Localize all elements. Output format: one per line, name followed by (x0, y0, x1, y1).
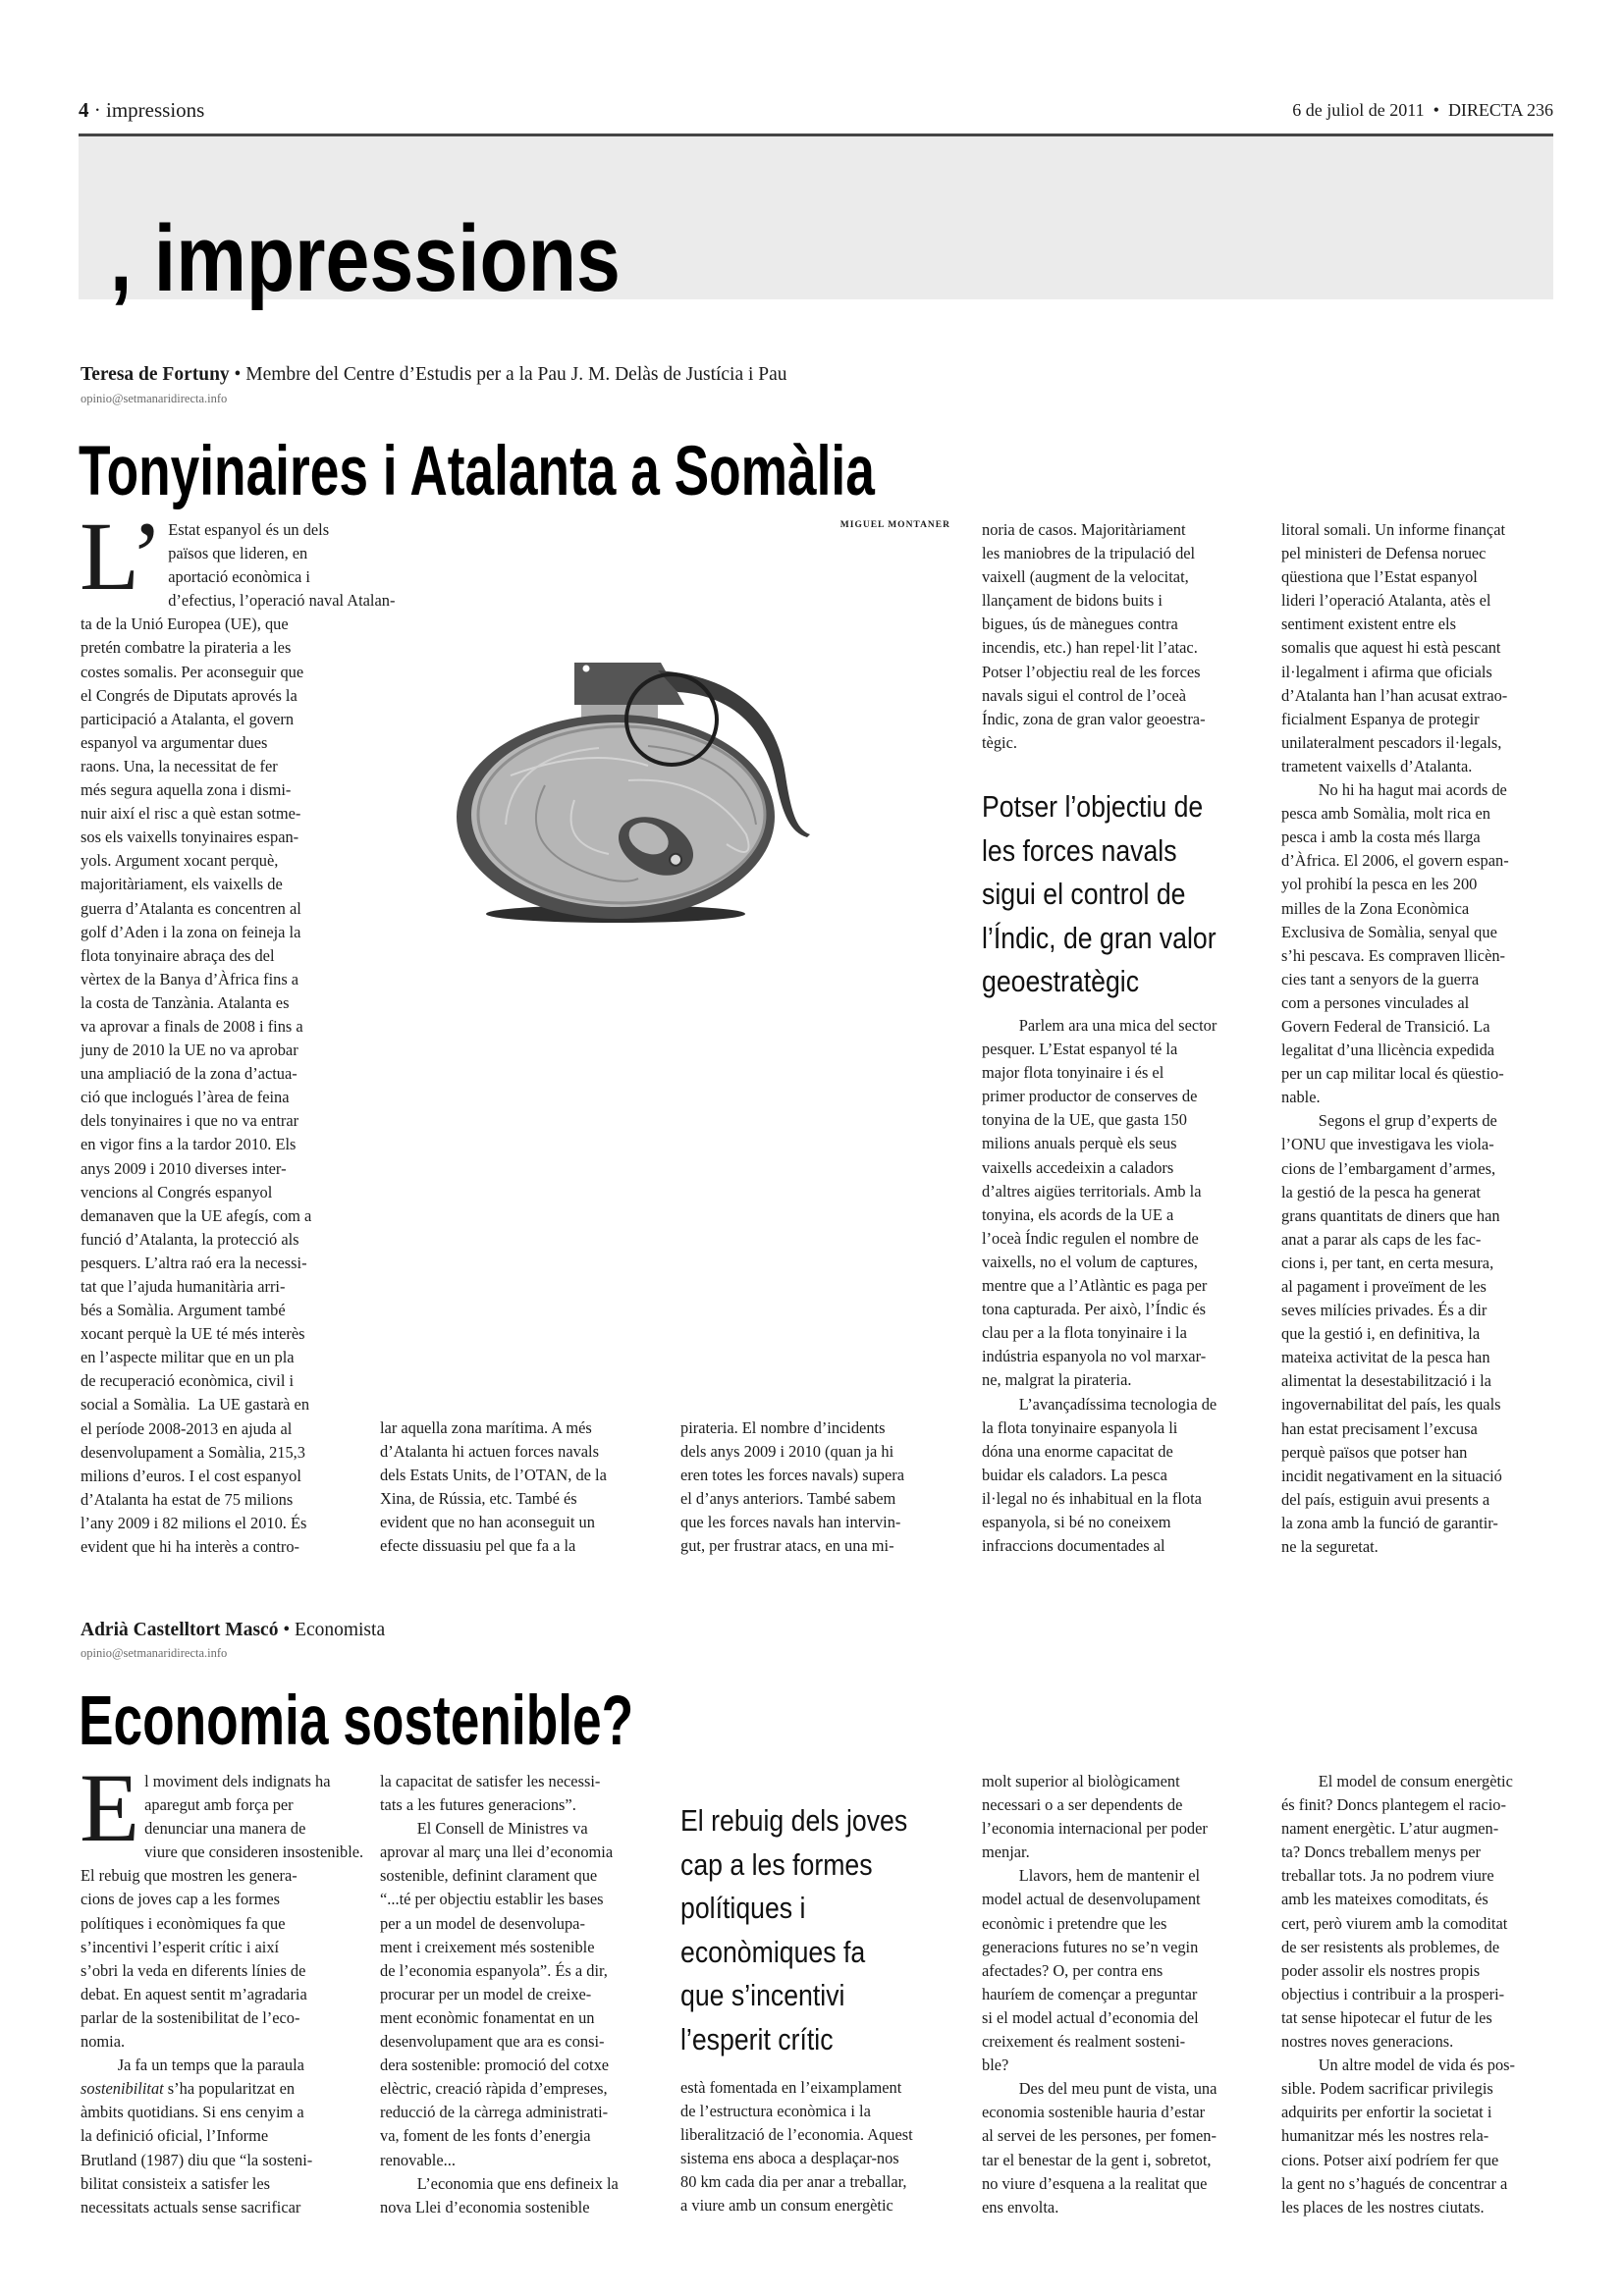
paragraph: Estat espanyol és un dels països que lideren, en aportació econòmica i d’efectius, l’operació naval Atalan- ta de la Unió Europea (UE), que pretén combatre la pirateria a les costes somalis. Per aconseguir que el Congrés de Diputats aprovés la participació a Atalanta, el govern espanyol va argumentar dues raons. Una, la necessitat de fer més segura aquella zona i dismi- nuir així el risc a què estan sotme- sos els vaixells tonyinaires espan- yols. Argument xocant perquè, majoritàriament, els vaixells de guerra d’Atalanta es concentren al golf d’Aden i la zona on feineja la flota tonyinaire abraça des del vèrtex de la Banya d’Àfrica fins a la costa de Tanzània. Atalanta es va aprovar a finals de 2008 i fins a juny de 2010 la UE no va aprobar una ampliació de la zona d’actua- ció que inclogués l’àrea de feina dels tonyinaires i que no va entrar en vigor fins a la tardor 2010. Els anys 2009 i 2010 diverses inter- vencions al Congrés espanyol demanaven que la UE afegís, com a funció d’Atalanta, la protecció als pesquers. L’altra raó era la necessi- tat que l’ajuda humanitària arri- bés a Somàlia. Argument també xocant perquè la UE té més interès en l’aspecte militar que en un pla de recuperació econòmica, civil i social a Somàlia. La UE gastarà en el període 2008-2013 en ajuda al desenvolupament a Somàlia, 215,3 milions d’euros. I el cost espanyol d’Atalanta ha estat de 75 milions l’any 2009 i 82 milions el 2010. És evident que hi ha interès a contro- (81, 520, 396, 1557)
article1-pull-quote: Potser l’objectiu de les forces navals sigui el control de l’Índic, de gran valor geoestratègic (982, 789, 1217, 998)
page-number: 4 (79, 98, 89, 122)
paragraph: Des del meu punt de vista, una economia sostenible hauria d’estar al servei de les persones, per fomen- tar el benestar de la gent i, sobretot, no viure d’esquena a la realitat que ens envolta. (982, 2079, 1217, 2216)
article1-dropcap: L’ (80, 502, 164, 611)
illustration-credit: MIGUEL MONTANER (839, 520, 950, 530)
paragraph: No hi ha hagut mai acords de pesca amb Somàlia, molt rica en pesca i amb la costa més llarga d’Àfrica. El 2006, el govern espan- yol prohibí la pesca en les 200 milles de la Zona Econòmica Exclusiva de Somàlia, senyal que s’hi pescava. Es compraven llicèn- cies tant a senyors de la guerra com a persones vinculades al Govern Federal de Transició. La legalitat d’una llicència expedida per un cap militar local és qüestio- nable. (1281, 780, 1509, 1107)
paragraph: l moviment dels indignats ha aparegut amb força per denunciar una manera de viure que consideren insostenible. El rebuig que mostren les genera- cions de joves cap a les formes polítiques i econòmiques fa que s’incentivi l’esperit crític i així s’obri la veda en diferents línies de debat. En aquest sentit m’agradaria parlar de la sostenibilitat de l’eco- nomia. (81, 1772, 364, 2052)
paragraph: El Consell de Ministres va aprovar al març una llei d’economia sostenible, definint clarament que “...té per objectiu establir les bases per a un model de desenvolupa- ment i creixement més sostenible de l’economia espanyola”. És a dir, procurar per un model de creixe- ment econòmic fonamentat en un desenvolupament que ara es consi- dera sostenible: promoció del cotxe elèctric, creació ràpida d’empreses, reducció de la càrrega administrati- va, foment de les fonts d’energia renovable... (380, 1819, 614, 2169)
header-date-separator: • (1424, 100, 1448, 120)
paragraph: molt superior al biològicament necessari o a ser dependents de l’economia internacional per poder menjar. (982, 1772, 1208, 1862)
article2-byline (81, 1620, 385, 1641)
paragraph-text: Ja fa un temps que la paraula (117, 2056, 304, 2075)
article2-dropcap: E (80, 1753, 140, 1862)
paragraph: Llavors, hem de mantenir el model actual de desenvolupament econòmic i pretendre que les generacions futures no se’n vegin afectades? O, per contra ens hauríem de començar a preguntar si el model actual d’economia del creixement és realment sosteni- ble? (982, 1866, 1201, 2075)
header-separator: · (88, 98, 106, 122)
paragraph: lar aquella zona marítima. A més d’Atalanta hi actuen forces navals dels Estats Units, de l’OTAN, de la Xina, de Rússia, etc. També és evident que no han aconseguit un efecte dissuasiu pel que fa a la (380, 1418, 607, 1556)
paragraph-text: s’ha popularitzat en àmbits quotidians. Si ens cenyim a la definició oficial, l’Informe Brutland (1987) diu que “la sosteni- bilitat consisteix a satisfer les necessitats actuals sense sacrificar (81, 2079, 313, 2216)
article1-email[interactable]: opinio@setmanaridirecta.info (81, 392, 228, 405)
article2-email[interactable]: opinio@setmanaridirecta.info (81, 1646, 228, 1660)
section-title: , impressions (110, 206, 621, 311)
article2-column-2 (380, 1770, 657, 2219)
paragraph: Segons el grup d’experts de l’ONU que investigava les viola- cions de l’embargament d’armes, la gestió de la pesca ha generat grans quantitats de diners que han anat a parar als caps de les fac- cions i, per tant, en certa mesura, al pagament i proveïment de les seves milícies privades. És a dir que la gestió i, en definitiva, la mateixa activitat de la pesca han alimentat la desestabilització i la ingovernabilitat del país, les quals han estat precisament l’excusa perquè països que potser han incidit negativament en la situació del país, estiguin avui presents a la zona amb la funció de garantir- ne la seguretat. (1281, 1111, 1502, 1557)
article1-column-5 (1281, 518, 1558, 1559)
article2-column-3 (680, 2076, 957, 2218)
article1-headline: Tonyinaires i Atalanta a Somàlia (79, 433, 875, 510)
header-section: impressions (106, 98, 205, 122)
article2-headline: Economia sostenible? (79, 1682, 634, 1760)
grenade-tin-can-illustration (380, 520, 950, 1404)
article2-column-4 (982, 1770, 1259, 2219)
article1-byline (81, 364, 787, 386)
byline-separator: • (229, 364, 246, 385)
article2-column-5 (1281, 1770, 1558, 2219)
paragraph: El model de consum energètic és finit? Doncs plantegem el racio- nament energètic. L’atur augmen- ta? Doncs treballem menys per treballar tots. Ja no podrem viure amb les mateixes comoditats, és cert, però viurem amb la comoditat de ser resistents als problemes, de poder assolir els nostres propis objectius i contribuir a la prosperi- tat sense hipotecar el futur de les nostres noves generacions. (1281, 1772, 1513, 2052)
paragraph: L’economia que ens defineix la nova Llei d’economia sostenible (380, 2173, 619, 2216)
running-header-left (79, 98, 204, 123)
paragraph: noria de casos. Majoritàriament les maniobres de la tripulació del vaixell (augment de la velocitat, llançament de bidons buits i bigues, ús de mànegues contra incendis, etc.) han repel·lit l’atac. Potser l’objectiu real de les forces navals sigui el control de l’oceà Índic, zona de gran valor geoestra- tègic. (982, 520, 1206, 752)
italic-term: sostenibilitat (81, 2079, 164, 2099)
article1-column-3 (680, 1416, 957, 1559)
article2-column-1 (80, 1753, 364, 2219)
paragraph: la capacitat de satisfer les necessi- tats a les futures generacions”. (380, 1772, 601, 1815)
issue-date: 6 de juliol de 2011 (1292, 100, 1425, 120)
paragraph: litoral somali. Un informe finançat pel ministeri de Defensa noruec qüestiona que l’Estat espanyol lideri l’operació Atalanta, atès el sentiment existent entre els somalis que aquest hi està pescant il·legalment i afirma que oficials d’Atalanta han l’han acusat extrao- ficialment Espanya de protegir unilateralment pescadors il·legals, trametent vaixells d’Atalanta. (1281, 520, 1508, 775)
article1-column-4-top (982, 518, 1259, 755)
paragraph: L’avançadíssima tecnologia de la flota tonyinaire espanyola li dóna una enorme capacitat de buidar els caladors. La pesca il·legal no és inhabitual en la flota espanyola, si bé no coneixem infraccions documentades al (982, 1394, 1217, 1556)
paragraph: està fomentada en l’eixamplament de l’estructura econòmica i la liberalització de l’economia. Aquest sistema ens aboca a desplaçar-nos 80 km cada dia per anar a treballar, a viure amb un consum energètic (680, 2078, 913, 2216)
article1-column-4-bottom (982, 1014, 1259, 1558)
article2-author: Adrià Castelltort Mascó (81, 1620, 279, 1640)
running-header-right (1292, 100, 1553, 121)
article2-pull-quote: El rebuig dels joves cap a les formes polítiques i econòmiques fa que s’incentivi l’esperit crític (680, 1803, 908, 2056)
issue-number: DIRECTA 236 (1447, 100, 1553, 120)
paragraph (81, 2054, 357, 2219)
article1-author: Teresa de Fortuny (81, 364, 230, 385)
paragraph: Un altre model de vida és pos- sible. Podem sacrificar privilegis adquirits per enfortir la societat i humanitzar més les nostres rela- cions. Potser així podríem fer que la gent no s’hagués de concentrar a les places de les nostres ciutats. (1281, 2056, 1515, 2216)
article1-column-2 (380, 1416, 657, 1559)
article1-author-role: Membre del Centre d’Estudis per a la Pau J. M. Delàs de Justícia i Pau (245, 364, 787, 385)
paragraph: Parlem ara una mica del sector pesquer. L’Estat espanyol té la major flota tonyinaire i és el primer productor de conserves de tonyina de la UE, que gasta 150 milions anuals perquè els seus vaixells accedeixin a caladors d’altres aigües territorials. Amb la tonyina, els acords de la UE a l’oceà Índic regulen el nombre de vaixells, no el volum de captures, mentre que a l’Atlàntic es paga per tona capturada. Per això, l’Índic és clau per a la flota tonyinaire i la indústria espanyola no vol marxar- ne, malgrat la pirateria. (982, 1016, 1217, 1390)
article1-column-1 (80, 502, 396, 1559)
byline-separator: • (278, 1620, 296, 1640)
article2-author-role: Economista (295, 1620, 386, 1640)
paragraph: pirateria. El nombre d’incidents dels anys 2009 i 2010 (quan ja hi eren totes les forces navals) supera el d’anys anteriors. També sabem que les forces navals han intervin- gut, per frustrar atacs, en una mi- (680, 1418, 905, 1556)
